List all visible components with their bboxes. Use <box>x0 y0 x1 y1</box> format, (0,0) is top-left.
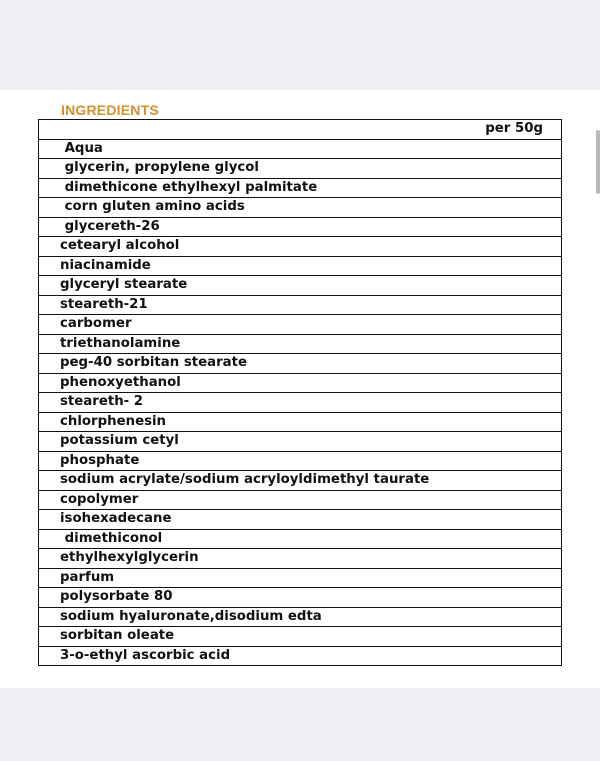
ingredient-cell: steareth- 2 <box>39 393 562 413</box>
ingredient-cell: phosphate <box>39 451 562 471</box>
table-row <box>39 393 562 413</box>
scrollbar-thumb[interactable] <box>596 130 600 194</box>
per-50g-header: per 50g <box>39 120 562 140</box>
ingredient-cell: glycereth-26 <box>39 217 562 237</box>
ingredient-cell: isohexadecane <box>39 510 562 530</box>
ingredient-cell: niacinamide <box>39 256 562 276</box>
ingredient-cell: glyceryl stearate <box>39 276 562 296</box>
table-row <box>39 568 562 588</box>
ingredient-cell: sorbitan oleate <box>39 627 562 647</box>
table-row <box>39 139 562 159</box>
table-row <box>39 588 562 608</box>
ingredient-cell: parfum <box>39 568 562 588</box>
table-row <box>39 432 562 452</box>
ingredient-cell: chlorphenesin <box>39 412 562 432</box>
table-row <box>39 607 562 627</box>
ingredient-cell: ethylhexylglycerin <box>39 549 562 569</box>
table-row <box>39 646 562 666</box>
table-row <box>39 256 562 276</box>
table-row <box>39 217 562 237</box>
table-row <box>39 159 562 179</box>
table-row <box>39 451 562 471</box>
ingredient-cell: 3-o-ethyl ascorbic acid <box>39 646 562 666</box>
ingredient-cell: sodium acrylate/sodium acryloyldimethyl taurate <box>39 471 562 491</box>
table-row <box>39 412 562 432</box>
table-row <box>39 295 562 315</box>
ingredient-cell: cetearyl alcohol <box>39 237 562 257</box>
ingredient-cell: phenoxyethanol <box>39 373 562 393</box>
table-header-row <box>39 120 562 140</box>
table-row <box>39 198 562 218</box>
ingredients-heading: INGREDIENTS <box>61 102 159 118</box>
table-row <box>39 276 562 296</box>
ingredients-table <box>38 119 562 666</box>
table-row <box>39 373 562 393</box>
table-row <box>39 178 562 198</box>
table-row <box>39 627 562 647</box>
ingredient-cell: Aqua <box>39 139 562 159</box>
ingredient-cell: dimethicone ethylhexyl palmitate <box>39 178 562 198</box>
ingredient-cell: sodium hyaluronate,disodium edta <box>39 607 562 627</box>
ingredient-cell: dimethiconol <box>39 529 562 549</box>
ingredients-card <box>0 90 600 688</box>
ingredient-cell: glycerin, propylene glycol <box>39 159 562 179</box>
ingredient-cell: copolymer <box>39 490 562 510</box>
table-row <box>39 510 562 530</box>
table-row <box>39 334 562 354</box>
table-row <box>39 354 562 374</box>
ingredient-cell: triethanolamine <box>39 334 562 354</box>
table-row <box>39 490 562 510</box>
ingredient-cell: polysorbate 80 <box>39 588 562 608</box>
ingredient-cell: carbomer <box>39 315 562 335</box>
table-row <box>39 237 562 257</box>
table-row <box>39 315 562 335</box>
ingredient-cell: steareth-21 <box>39 295 562 315</box>
table-row <box>39 471 562 491</box>
table-row <box>39 549 562 569</box>
table-row <box>39 529 562 549</box>
ingredient-cell: peg-40 sorbitan stearate <box>39 354 562 374</box>
ingredient-cell: corn gluten amino acids <box>39 198 562 218</box>
ingredient-cell: potassium cetyl <box>39 432 562 452</box>
